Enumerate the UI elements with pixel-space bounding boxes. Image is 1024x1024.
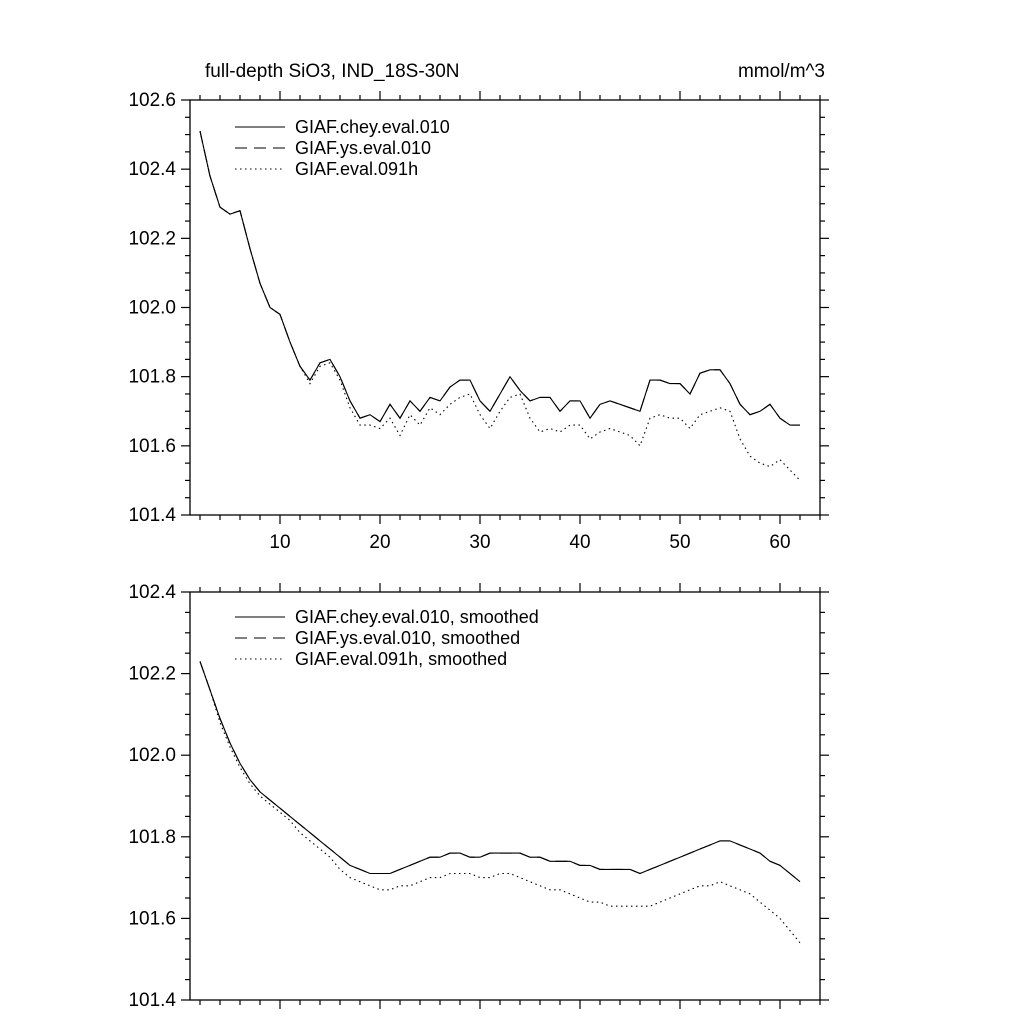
y-tick-label: 102.2 — [128, 663, 176, 685]
y-tick-label: 102.4 — [128, 582, 176, 603]
legend-label: GIAF.eval.091h, smoothed — [295, 649, 508, 669]
axis-labels — [128, 90, 790, 553]
y-tick-label: 101.6 — [128, 435, 176, 457]
series-line-2 — [200, 131, 800, 480]
y-tick-label: 102.4 — [128, 159, 176, 181]
chart-title: full-depth SiO3, IND_18S-30N — [205, 61, 460, 82]
y-tick-label: 102.6 — [128, 90, 176, 111]
series-line-1 — [200, 131, 800, 425]
legend-label: GIAF.ys.eval.010 — [295, 138, 432, 158]
x-tick-label: 30 — [469, 532, 491, 553]
axis-labels — [128, 582, 176, 1011]
series-line-2 — [200, 661, 800, 943]
x-tick-label: 10 — [269, 532, 291, 553]
legend — [235, 607, 539, 669]
x-tick-label: 40 — [569, 532, 591, 553]
x-tick-label: 20 — [369, 532, 391, 553]
top-chart — [128, 90, 829, 553]
y-tick-label: 102.2 — [128, 228, 176, 250]
bottom-chart — [128, 582, 829, 1011]
y-tick-label: 101.4 — [128, 505, 176, 526]
x-tick-label: 50 — [669, 532, 691, 553]
y-tick-label: 101.8 — [128, 366, 176, 388]
series-line-0 — [200, 661, 800, 881]
legend-label: GIAF.ys.eval.010, smoothed — [295, 628, 521, 648]
series-line-1 — [200, 661, 800, 881]
legend-label: GIAF.chey.eval.010, smoothed — [295, 607, 539, 627]
y-tick-label: 102.0 — [128, 745, 176, 767]
series-line-0 — [200, 131, 800, 425]
y-tick-label: 101.6 — [128, 908, 176, 930]
y-tick-label: 101.8 — [128, 826, 176, 848]
legend-label: GIAF.eval.091h — [295, 159, 419, 179]
axis-ticks — [181, 91, 829, 524]
legend — [235, 117, 450, 179]
chart-units-label: mmol/m^3 — [737, 61, 825, 82]
x-tick-label: 60 — [769, 532, 791, 553]
legend-label: GIAF.chey.eval.010 — [295, 117, 450, 137]
y-tick-label: 101.4 — [128, 990, 176, 1011]
plot-frame — [190, 100, 820, 515]
y-tick-label: 102.0 — [128, 297, 176, 319]
